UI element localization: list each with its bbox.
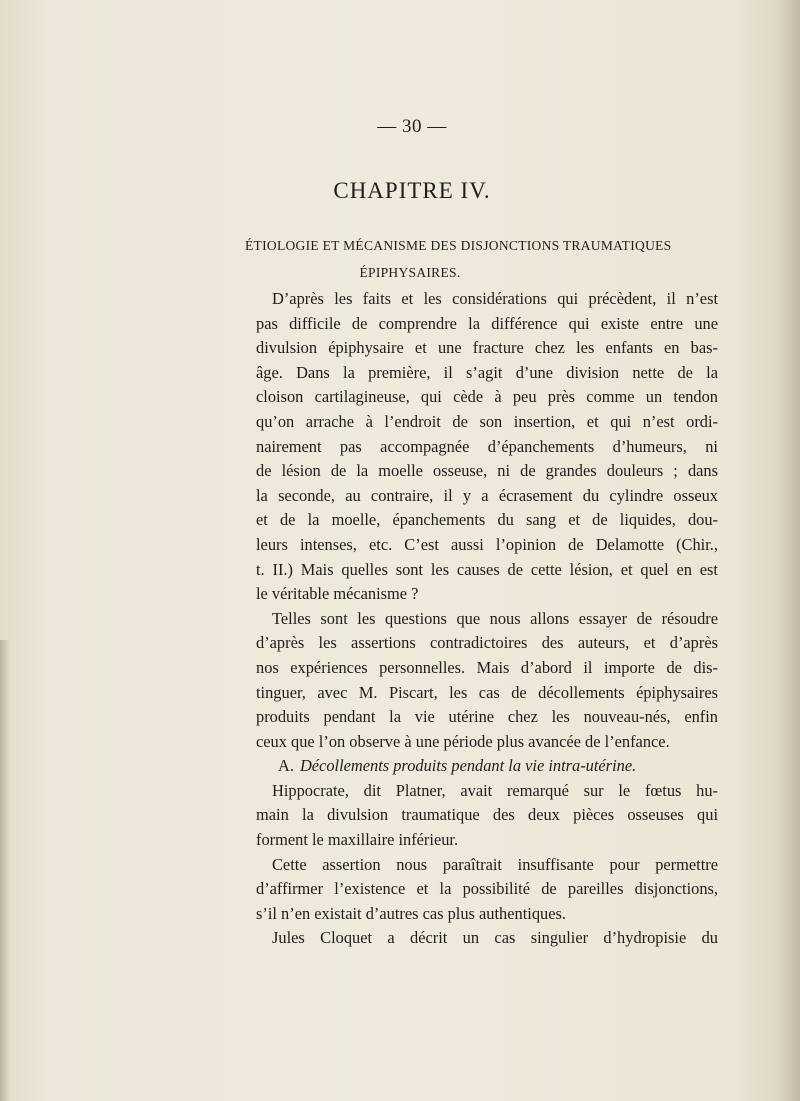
binding-shadow [0,640,10,1101]
section-heading [245,232,672,286]
text-line: forment le maxillaire inférieur. [256,830,459,850]
text-line: de lésion de la moelle osseuse, ni de grandes douleurs ; dans [256,461,718,481]
text-line: nairement pas accompagnée d’épanchements d’humeurs, ni [256,436,718,456]
section-heading-line-2: ÉPIPHYSAIRES. [359,265,461,280]
section-heading-line-1: ÉTIOLOGIE ET MÉCANISME DES DISJONCTIONS TRAUMATIQUES [245,238,672,253]
paragraph-4 [256,853,718,927]
text-line: la seconde, au contraire, il y a écrasement du cylindre osseux [256,485,718,505]
text-line: ceux que l’on observe à une période plus avancée de l’enfance. [256,731,670,751]
body-text [256,287,718,951]
paragraph-5 [256,926,718,951]
text-line: le véritable mécanisme ? [256,584,419,604]
text-line: t. II.) Mais quelles sont les causes de cette lésion, et quel en est [256,559,718,579]
text-line: Telles sont les questions que nous allons essayer de résoudre [272,608,718,628]
text-line: D’après les faits et les considérations qui précèdent, il n’est [272,289,718,308]
text-line: nos expériences personnelles. Mais d’abord il importe de dis- [256,657,718,677]
text-line: âge. Dans la première, il s’agit d’une division nette de la [256,362,718,382]
text-line: tinguer, avec M. Piscart, les cas de décollements épiphysaires [256,682,718,702]
paragraph-1 [256,287,718,607]
paragraph-2 [256,607,718,755]
text-line: Cette assertion nous paraîtrait insuffisante pour permettre [272,854,718,874]
text-line: d’après les assertions contradictoires des auteurs, et d’après [256,633,718,653]
text-line: Jules Cloquet a décrit un cas singulier d’hydropisie du [272,928,718,948]
text-line: main la divulsion traumatique des deux pièces osseuses qui [256,805,718,825]
text-line: Hippocrate, dit Platner, avait remarqué sur le fœtus hu- [272,780,718,800]
page-edge-shadow [778,0,800,1101]
subsection-heading [278,754,718,779]
text-line: et de la moelle, épanchements du sang et de liquides, dou- [256,510,718,530]
text-line: cloison cartilagineuse, qui cède à peu près comme un tendon [256,387,718,407]
subsection-label: A. [278,756,294,776]
text-line: qu’on arrache à l’endroit de son insertion, et qui n’est ordi- [256,411,718,431]
text-line: leurs intenses, etc. C’est aussi l’opinion de Delamotte (Chir., [256,534,718,554]
text-line: produits pendant la vie utérine chez les nouveau-nés, enfin [256,707,718,727]
text-line: divulsion épiphysaire et une fracture chez les enfants en bas- [256,338,718,358]
chapter-title: CHAPITRE IV. [333,178,491,203]
subsection-title: Décollements produits pendant la vie intra-utérine. [299,756,637,776]
page-number: — 30 — [377,116,447,137]
paragraph-3 [256,779,718,853]
text-line: d’affirmer l’existence et la possibilité de pareilles disjonctions, [256,879,718,899]
text-line: s’il n’en existait d’autres cas plus authentiques. [256,903,566,923]
text-line: pas difficile de comprendre la différence qui existe entre une [256,313,718,333]
